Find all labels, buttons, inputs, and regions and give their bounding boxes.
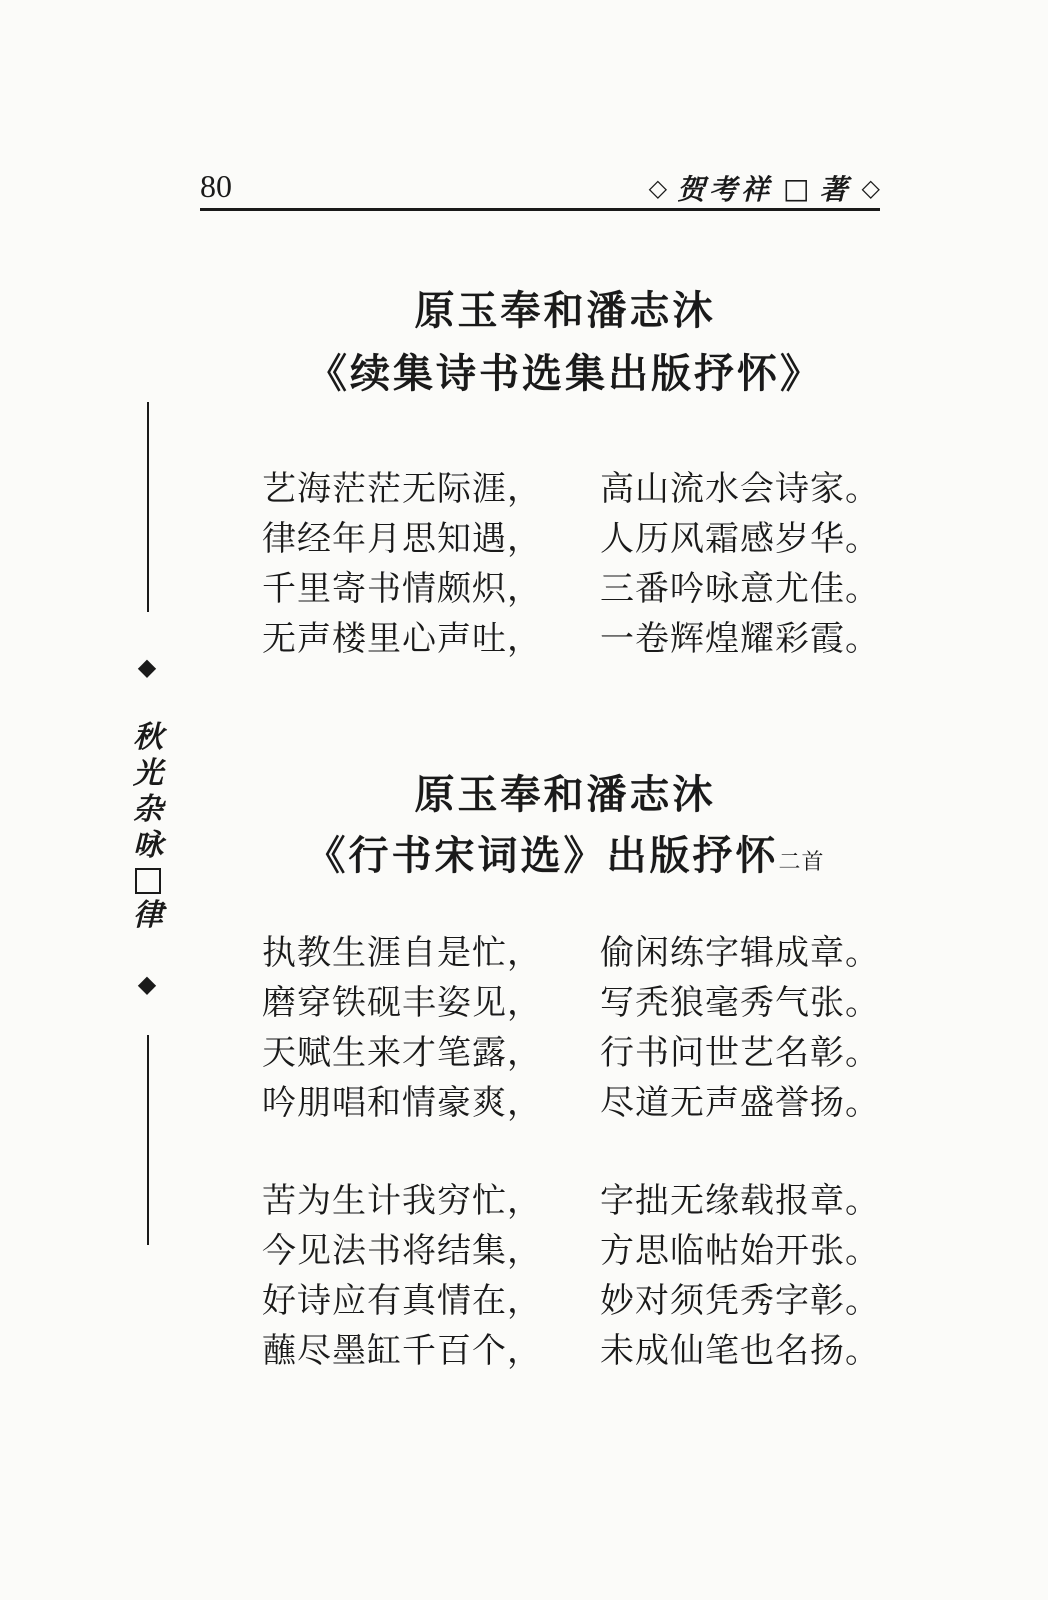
couplet: [262, 564, 902, 614]
verse-line: 艺海茫茫无际涯，: [262, 469, 542, 509]
poem2-title-note: 二首: [778, 850, 825, 875]
author-role: 著: [819, 173, 852, 206]
diamond-outline-icon: ◇: [861, 174, 880, 202]
page-header: [200, 166, 880, 212]
diamond-outline-icon: ◇: [648, 174, 668, 202]
poem2-title-line2: [200, 828, 930, 891]
couplet: [262, 1028, 902, 1078]
verse-line: 律经年月思知遇，: [262, 519, 542, 559]
verse-line: 无声楼里心声吐，: [262, 619, 542, 659]
verse-line: 方思临帖始开张。: [600, 1231, 880, 1271]
couplet: [262, 614, 902, 664]
verse-line: 磨穿铁砚丰姿见，: [262, 983, 542, 1023]
verse-line: 尽道无声盛誉扬。: [600, 1083, 880, 1123]
box-glyph: [135, 868, 161, 894]
side-rule-top: [147, 402, 149, 612]
couplet: [262, 514, 902, 564]
verse-line: 蘸尽墨缸千百个，: [262, 1331, 542, 1371]
box-glyph: □: [783, 171, 810, 205]
verse-line: 写秃狼毫秀气张。: [600, 983, 880, 1023]
couplet: [262, 1176, 902, 1226]
couplet: [262, 978, 902, 1028]
couplet: [262, 1226, 902, 1276]
poem2-title-line1: 原玉奉和潘志沐: [414, 772, 716, 818]
poem1-stanza: [262, 464, 902, 664]
author-name: 贺考祥: [677, 173, 774, 206]
couplet: [262, 464, 902, 514]
side-rule-bottom: [147, 1035, 149, 1245]
side-title-char: 光: [133, 756, 163, 791]
side-title-char: 秋: [133, 720, 163, 755]
verse-line: 未成仙笔也名扬。: [600, 1331, 880, 1371]
verse-line: 字拙无缘载报章。: [600, 1181, 880, 1221]
poem1-title-line1: 原玉奉和潘志沐: [414, 288, 716, 334]
verse-line: 一卷辉煌耀彩霞。: [600, 619, 880, 659]
verse-line: 执教生涯自是忙，: [262, 933, 542, 973]
verse-line: 苦为生计我穷忙，: [262, 1181, 542, 1221]
verse-line: 高山流水会诗家。: [600, 469, 880, 509]
header-rule: [200, 208, 880, 211]
verse-line: 吟朋唱和情豪爽，: [262, 1083, 542, 1123]
side-title-char: 杂: [133, 792, 163, 827]
verse-line: 偷闲练字辑成章。: [600, 933, 880, 973]
couplet: [262, 928, 902, 978]
verse-line: 今见法书将结集，: [262, 1231, 542, 1271]
side-title-char: 咏: [133, 828, 163, 863]
poem2-stanza-1: [262, 928, 902, 1128]
running-head: [649, 168, 880, 208]
verse-line: 天赋生来才笔露，: [262, 1033, 542, 1073]
page-number: 80: [200, 168, 232, 204]
verse-line: 三番吟咏意尤佳。: [600, 569, 880, 609]
side-title-char: 律: [133, 898, 163, 933]
couplet: [262, 1326, 902, 1376]
diamond-filled-icon: ◆: [137, 970, 157, 998]
verse-line: 千里寄书情颇炽，: [262, 569, 542, 609]
couplet: [262, 1078, 902, 1128]
verse-line: 好诗应有真情在，: [262, 1281, 542, 1321]
verse-line: 妙对须凭秀字彰。: [600, 1281, 880, 1321]
side-running-title: [128, 722, 168, 932]
verse-line: 行书问世艺名彰。: [600, 1033, 880, 1073]
poem2-title-text: 《行书宋词选》出版抒怀: [305, 833, 779, 879]
couplet: [262, 1276, 902, 1326]
verse-line: 人历风霜感岁华。: [600, 519, 880, 559]
poem2-stanza-2: [262, 1176, 902, 1376]
diamond-filled-icon: ◆: [137, 653, 157, 681]
poem1-title-line2: 《续集诗书选集出版抒怀》: [307, 351, 823, 397]
